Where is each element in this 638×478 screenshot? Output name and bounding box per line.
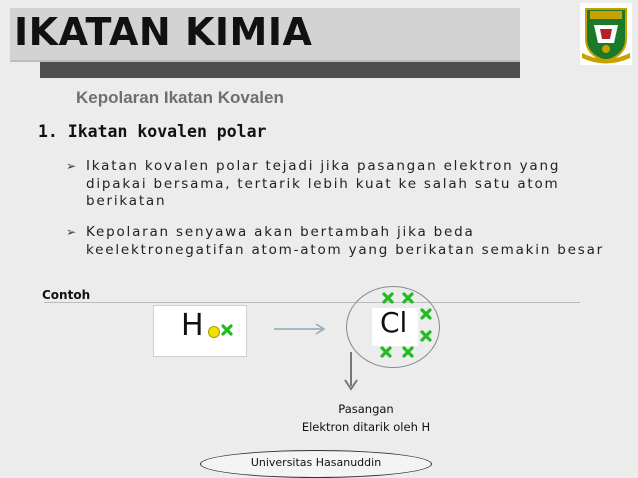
arrow-bullet-icon: ➢ xyxy=(66,225,78,239)
arrow-right-icon xyxy=(272,322,328,336)
divider-line xyxy=(44,302,580,303)
electron-x-icon xyxy=(402,292,414,304)
electron-x-icon xyxy=(420,330,432,342)
electron-x-icon xyxy=(221,324,233,336)
arrow-down-icon xyxy=(344,350,358,392)
slide-title: IKATAN KIMIA xyxy=(14,10,313,54)
arrow-bullet-icon: ➢ xyxy=(66,159,78,173)
electron-x-icon xyxy=(420,308,432,320)
hydrogen-electron-dot xyxy=(208,326,220,338)
section-heading: 1. Ikatan kovalen polar xyxy=(38,122,267,141)
slide-subtitle: Kepolaran Ikatan Kovalen xyxy=(76,88,284,107)
university-crest-logo xyxy=(578,3,634,65)
bullet-item xyxy=(66,158,606,211)
example-label: Contoh xyxy=(42,288,91,302)
bullet-item xyxy=(66,224,606,259)
diagram-caption xyxy=(276,400,456,436)
electron-x-icon xyxy=(380,346,392,358)
caption-line: Pasangan xyxy=(338,402,394,416)
electron-x-icon xyxy=(402,346,414,358)
hydrogen-symbol: H xyxy=(181,308,204,343)
caption-line: Elektron ditarik oleh H xyxy=(301,420,431,434)
bullet-text: Ikatan kovalen polar tejadi jika pasangan elektron yang dipakai bersama, tertarik lebih kuat ke salah satu atom berikatan xyxy=(86,158,561,209)
electron-x-icon xyxy=(382,292,394,304)
footer-label: Universitas Hasanuddin xyxy=(200,450,432,478)
chlorine-symbol: Cl xyxy=(380,306,408,339)
bullet-text: Kepolaran senyawa akan bertambah jika beda keelektronegatifan atom-atom yang berikatan semakin besar xyxy=(86,224,604,258)
